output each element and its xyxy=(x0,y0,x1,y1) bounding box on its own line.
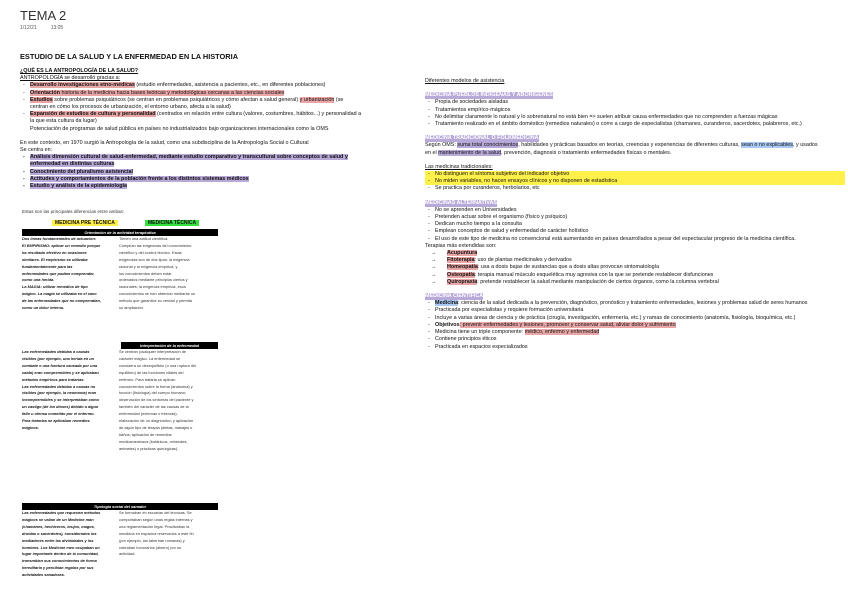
therapy-item: → Fitoterapia: uso de plantas medicinales y derivados xyxy=(425,257,845,264)
alternative-list xyxy=(425,207,845,243)
table-line: enfermo. Para tratarla se aplican xyxy=(119,376,176,382)
science-item: - Medicina tiene un triple componente: médico, enfermo y enfermedad xyxy=(425,329,845,336)
table-line: fallo u ofensa cometido por el enfermo. xyxy=(22,411,95,417)
science-item: - Practicada por especialistas y requiere formación universitaria xyxy=(425,307,845,314)
table-line: transmitían sus conocimientos de forma xyxy=(22,558,97,564)
table-line: druidas o sacerdotes), considerados los xyxy=(22,530,97,536)
intro-line: ANTROPOLOGÍA se desarrolló gracias a: xyxy=(20,75,121,82)
traditional-heading: Las medicinas tradicionales: xyxy=(425,163,493,170)
table-line: visibles (por ejemplo, la neumonía) eran xyxy=(22,390,97,396)
table-line: Dos líneas fundamentales de actuación: xyxy=(22,236,97,241)
table-line: mágicos. xyxy=(22,424,39,430)
table-cell-left xyxy=(22,510,116,579)
table-line: (por ejemplo, las tabernae romanas) y xyxy=(119,537,185,543)
table-line: método que garantice su verdad y permita xyxy=(119,298,192,304)
table-line: incomprensibles y se interpretaban como xyxy=(22,397,99,403)
table-line: mágico. La magia se utilizaba en el caso xyxy=(22,291,97,297)
left-column xyxy=(20,68,420,190)
table-line: El EMPIRISMO: aplicar un remedio porque xyxy=(22,242,101,248)
table-section-header: Tipología social del sanador xyxy=(22,503,218,510)
table-line: visibles (por ejemplo, una herida en un xyxy=(22,355,94,361)
table-line: elaboración de un diagnóstico; y aplicación xyxy=(119,418,194,424)
comparison-table-2-body xyxy=(22,349,218,453)
table-cell-left xyxy=(22,236,116,312)
table-line: animales) o prácticas quirúrgicas). xyxy=(119,445,179,451)
table-line: observación de los síntomas del paciente y xyxy=(119,397,194,403)
time-text: 13:05 xyxy=(50,25,64,31)
table-line: científico y del control técnico. Estas xyxy=(119,249,182,255)
list-item: - Emplean conceptos de salud y enfermedad de carácter holístico xyxy=(425,228,845,235)
table-line: Las enfermedades debidas a causas xyxy=(22,349,90,354)
table-line: como una herida. xyxy=(22,277,55,283)
tag-tecnica: MEDICINA TÉCNICA xyxy=(145,220,199,226)
list-item: - El uso de este tipo de medicina no convencional está aumentando en países desarrollados a pesar del espectacular progreso de la medicina científica. xyxy=(425,236,845,243)
list-item: - Dedican mucho tiempo a la consulta xyxy=(425,221,845,228)
section-heading: ESTUDIO DE LA SALUD Y LA ENFERMEDAD EN LA HISTORIA xyxy=(20,52,239,61)
therapy-item: → Acupuntura xyxy=(425,250,845,257)
therapies-intro: Terapias más extendidas son: xyxy=(425,242,497,249)
table-line: equilibrio) de las funciones vitales del xyxy=(119,369,184,375)
list-item: - No se aprenden en Universidades xyxy=(425,207,845,214)
list-item: - Conocimiento del pluralismo asistencial xyxy=(20,169,420,176)
table-line: como un dolor interno. xyxy=(22,305,65,311)
page-date xyxy=(20,25,77,31)
traditional-list xyxy=(425,171,845,193)
table-cell-right xyxy=(116,510,218,579)
table-line: ordenados mediante principios ciertos y xyxy=(119,277,188,283)
table-cell-left xyxy=(22,349,116,453)
right-column xyxy=(425,78,845,351)
indigenous-list xyxy=(425,99,845,128)
table-line: enfermedad (externas o internas); xyxy=(119,411,178,417)
list-continuation: Potenciación de programas de salud pública en países no industrializados bajo organizaciones internacionales como la OMS xyxy=(30,125,329,132)
table-row xyxy=(22,236,218,312)
table-line: racional y la exigencia empírica, y xyxy=(119,263,178,269)
table-line: hombres. Los Medicine men ocupaban un xyxy=(22,544,100,550)
science-item: - Objetivos: prevenir enfermedades y lesiones, promover y conservar salud, aliviar dolor y sufrimiento xyxy=(425,322,845,329)
table-line: considera un desequilibrio (o una ruptura del xyxy=(119,362,196,368)
table-line: mágicos se valían de un Medicine man xyxy=(22,516,94,522)
table-line: Se formaban en escuelas del técnicas. Se xyxy=(119,510,192,515)
section-header: MEDICINAS ALTERNATIVAS xyxy=(425,199,497,206)
table-section-header: Orientación de la actividad terapéutica xyxy=(22,229,218,236)
oms-definition-2: en el mantenimiento de la salud, prevención, diagnosis o tratamiento enfermedades físicas o mentales. xyxy=(425,149,672,156)
table-line: comportaban según unas reglas internas y xyxy=(119,516,193,522)
table-line: Las enfermedades debidas a causas no xyxy=(22,383,96,389)
section-header: MEDICINA CIENTÍFICA xyxy=(425,293,484,300)
table-cell-right xyxy=(116,236,218,312)
table-line: de las enfermedades que no comprendían, xyxy=(22,298,101,304)
table-section-header: Interpretación de la enfermedad xyxy=(121,342,218,349)
list-item: - Desarrollo investigaciones etno-médicas (estudio enfermedades, asistencia a pacientes, etc., en diferentes poblaciones) xyxy=(20,82,420,89)
context-line: En este contexto, en 1970 surgió la Antropología de la salud, como una subdisciplina de la Antropología Social o Cultural xyxy=(20,139,309,146)
tag-pretecnica: MEDICINA PRE TÉCNICA xyxy=(52,220,118,226)
table-line: similares. El empirismo se utilizaba xyxy=(22,256,88,262)
page-title: TEMA 2 xyxy=(20,8,67,23)
list-item: - Se practica por curanderos, herbolarios, etc xyxy=(425,185,845,192)
science-item: - Practicada en espacios especializados xyxy=(425,344,845,351)
list-continuation: la que esta cultura da lugar) xyxy=(30,118,97,125)
table-line: cobraban honorarios (dinero) por su xyxy=(119,544,182,550)
section-header: MEDICINA PUEBLOS INDÍGENAS Y ABORÍGENES xyxy=(425,92,553,99)
table-line: su ampliación. xyxy=(119,305,144,311)
table-line: baños; aplicación de remedios xyxy=(119,431,172,437)
table-cell-right xyxy=(116,349,218,453)
table-line: lugar importante dentro de la comunidad, xyxy=(22,551,99,557)
table-line: conocimientos se han obtenido mediante un xyxy=(119,291,196,297)
therapy-item: → Quiropraxia: pretende restablecer la salud mediante manipulación de ciertos órganos, como la columna vertebral xyxy=(425,279,845,286)
table-line: medicamentosos (botánicos, minerales, xyxy=(119,438,188,444)
table-row xyxy=(22,349,218,453)
table-line: conocimientos sobre la forma (anatomía) y xyxy=(119,383,193,389)
table-line: combate o una fractura causada por una xyxy=(22,362,98,368)
table-line: Las enfermedades que requerían métodos xyxy=(22,510,101,515)
table-line: medicina en espacios reservados a este fin xyxy=(119,530,194,536)
table-line: de algún tipo de terapia (dietas, masajes o xyxy=(119,424,193,430)
therapy-item: → Osteopatía: terapia manual músculo esquelética muy agresiva con la que se pretende restablecer disfunciones xyxy=(425,272,845,279)
table-line: exigencias son de dos tipos: la exigencia xyxy=(119,256,190,262)
table-line: actividad. xyxy=(119,551,136,557)
table-line: Para tratarlas se aplicaban remedios xyxy=(22,418,90,424)
table-line: caída) eran comprensibles y se aplicaban xyxy=(22,369,99,375)
list-item: - Análisis dimensión cultural de salud-enfermedad, mediante estudio comparativo y transcultural sobre conceptos de salud y xyxy=(20,154,420,161)
list-item: - Estudios sobre problemas psiquiátricos (se centran en problemas psiquiátricos y cómo afectan a salud general) y urbanización (se xyxy=(20,97,420,104)
table-line: una reglamentación legal. Practicaban la xyxy=(119,523,190,529)
table-line: Tienen una actitud científica. xyxy=(119,236,169,241)
table-line: mediadores entre las divinidades y los xyxy=(22,537,94,543)
table-line: La MAGIA: utilizar remedios de tipo xyxy=(22,284,88,290)
models-heading: Diferentes modelos de asistencia xyxy=(425,78,505,84)
table-intro: Estas son las principales diferencias entre ambas: xyxy=(22,209,125,214)
list-item: - Actitudes y comportamientos de la población frente a los distintos sistemas médicos xyxy=(20,176,420,183)
list-continuation: centran en cómo los procesos de urbanización, el entorno urbano, afecta a la salud) xyxy=(30,104,231,111)
list-item: - Propia de sociedades aisladas xyxy=(425,99,845,106)
list-item: - Expansión de estudios de cultura y personalidad (centrados en relación entre cultura (valores, costumbres, hábitos...) y personalidad a xyxy=(20,111,420,118)
table-line: función (fisiología) del cuerpo humano; xyxy=(119,390,187,396)
science-item: - Contiene principios éticos xyxy=(425,336,845,343)
oms-definition: Según OMS: suma total conocimientos, habilidades y prácticas basados en teorías, creencias y experiencias de diferentes culturas, sean o no explicables, y usados xyxy=(425,142,818,149)
table-row xyxy=(22,510,218,579)
table-line: los conocimientos deben estar xyxy=(119,270,172,276)
list-item: - Tratamiento realizado en el ámbito doméstico (remedios naturales) o corre a cargo de especialistas (chamanes, curanderos, sacerdotes, palabreros, etc.) xyxy=(425,121,845,128)
table-line: (chamanes, hechiceros, brujos, magos, xyxy=(22,523,95,529)
comparison-table xyxy=(22,229,218,312)
list-item: - Orientación historia de la medicina hacia bases teóricas y metodológicas cercanas a las ciencias sociales xyxy=(20,90,420,97)
list-item: - Tratamientos empírico-mágicos xyxy=(425,107,845,114)
table-line: actividades sanadoras. xyxy=(22,572,65,578)
science-item: - Incluye a varias áreas de ciencia y de práctica (cirugía, investigación, enfermería, etc.) y ramas de conocimiento (anatomía, fisiología, bioquímica, etc.) xyxy=(425,315,845,322)
list-item: - No miden variables, no hacen ensayos clínicos y no disponen de estadística xyxy=(425,178,845,185)
section-header: MEDICINA TRADICIONAL O FOLKMEDICINA xyxy=(425,135,539,142)
table-line: también del carácter de las causas de la xyxy=(119,404,189,410)
table-line: ha resultado efectivo en ocasiones xyxy=(22,249,87,255)
therapy-item: → Homeopatía: usa a dosis bajas de sustancias que a dosis altas provocan sintomatología xyxy=(425,264,845,271)
context-line: Se centra en: xyxy=(20,147,53,154)
list-item: - No delimitar claramente lo natural y lo sobrenatural no está bien => suelen atribuir causa enfermedades que no comprenden a fuerzas mágicas xyxy=(425,114,845,121)
table-line: enfermedades que podían comprender, xyxy=(22,270,95,276)
table-line: Se centran (cualquier interpretación de xyxy=(119,349,187,354)
comparison-table-2 xyxy=(121,342,218,349)
date-text: 1/12/21 xyxy=(20,25,37,31)
table-line: hereditaria y percibían regalos por sus xyxy=(22,565,94,571)
science-item: - Medicina: ciencia de la salud dedicada a la prevención, diagnóstico, pronóstico y tratamiento enfermedades, lesiones y problemas salud de seres humanos xyxy=(425,300,845,307)
list-item: - Pretenden actuar sobre el organismo (físico y psíquico) xyxy=(425,214,845,221)
table-line: Cumplían las exigencias del conocimiento xyxy=(119,242,192,248)
list-continuation: enfermedad en distintas culturas xyxy=(30,161,115,168)
table-line: un castigo (de los dioses) debido a algún xyxy=(22,404,99,410)
list-item: - Estudio y análisis de la epidemiología xyxy=(20,183,420,190)
table-line: fundamentalmente para las xyxy=(22,263,73,269)
table-line: carácter mágico. La enfermedad se xyxy=(119,355,181,361)
question-heading: ¿QUÉ ES LA ANTROPOLOGÍA DE LA SALUD? xyxy=(20,68,139,74)
table-line: racionales; la exigencia empírica, esos xyxy=(119,284,186,290)
table-line: métodos empíricos para tratarlas. xyxy=(22,376,85,382)
comparison-table-3 xyxy=(22,503,218,579)
list-item: - No distinguen el síntoma subjetivo del indicador objetivo xyxy=(425,171,845,178)
